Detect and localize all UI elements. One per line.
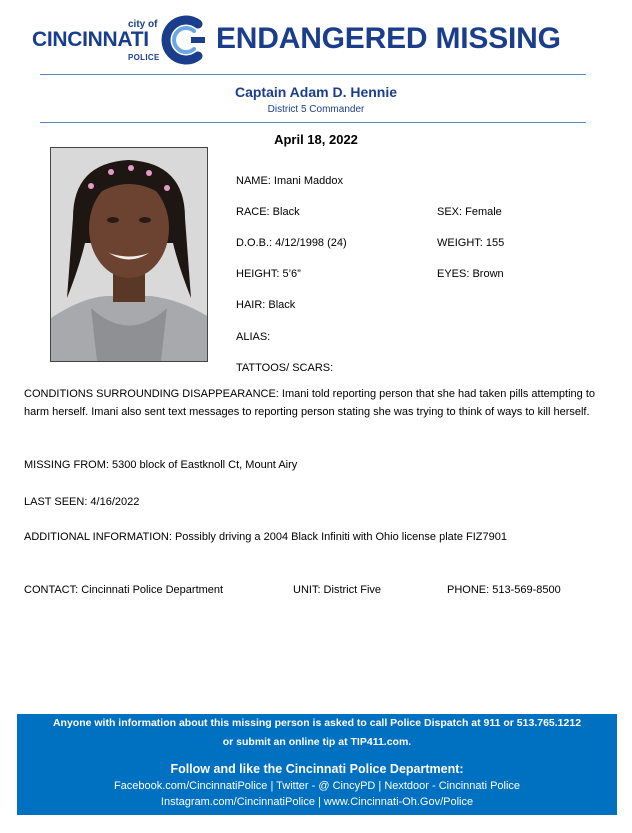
commander-title: District 5 Commander (267, 104, 365, 115)
flyer-date: April 18, 2022 (274, 132, 358, 147)
dob-field: D.O.B.: 4/12/1998 (24) (236, 237, 347, 249)
additional-info-text: ADDITIONAL INFORMATION: Possibly driving a 2004 Black Infiniti with Ohio license plate FIZ7901 (24, 531, 507, 543)
conditions-text: CONDITIONS SURROUNDING DISAPPEARANCE: Imani told reporting person that she had taken pills attempting to harm herself. Imani also sent text messages to reporting person stating she was trying to think of ways to kill herself. (24, 388, 595, 418)
hair-field: HAIR: Black (236, 299, 296, 311)
name-field: NAME: Imani Maddox (236, 175, 343, 187)
weight-field: WEIGHT: 155 (437, 237, 505, 249)
eyes-field: EYES: Brown (437, 268, 504, 280)
header-divider (40, 74, 586, 75)
logo-police-text: POLICE (128, 53, 160, 62)
phone-text: PHONE: 513-569-8500 (447, 584, 561, 596)
missing-from-text: MISSING FROM: 5300 block of Eastknoll Ct, Mount Airy (24, 459, 298, 471)
footer-social-links: Facebook.com/CincinnatiPolice | Twitter - @ CincyPD | Nextdoor - Cincinnati Police (113, 780, 521, 792)
commander-divider (40, 122, 586, 123)
sex-field: SEX: Female (437, 206, 502, 218)
footer-web-links: Instagram.com/CincinnatiPolice | www.Cincinnati-Oh.Gov/Police (160, 796, 474, 808)
last-seen-text: LAST SEEN: 4/16/2022 (24, 496, 140, 508)
footer-banner (17, 714, 617, 815)
height-field: HEIGHT: 5’6” (236, 268, 301, 280)
logo-city-of-text: city of (128, 19, 158, 30)
footer-tip-text: or submit an online tip at TIP411.com. (222, 736, 412, 748)
race-field: RACE: Black (236, 206, 300, 218)
tattoos-field: TATTOOS/ SCARS: (236, 362, 334, 374)
flyer-title: ENDANGERED MISSING (216, 22, 561, 55)
logo-wordmark: CINCINNATI (32, 28, 149, 51)
missing-person-photo (50, 147, 208, 362)
commander-name: Captain Adam D. Hennie (234, 84, 398, 100)
alias-field: ALIAS: (236, 331, 271, 343)
footer-call-text: Anyone with information about this missing person is asked to call Police Dispatch at 911 or 513.765.1212 (52, 717, 582, 729)
contact-text: CONTACT: Cincinnati Police Department (24, 584, 224, 596)
footer-follow-heading: Follow and like the Cincinnati Police Department: (170, 762, 464, 776)
cincinnati-c-logo-icon (158, 14, 210, 66)
unit-text: UNIT: District Five (293, 584, 381, 596)
